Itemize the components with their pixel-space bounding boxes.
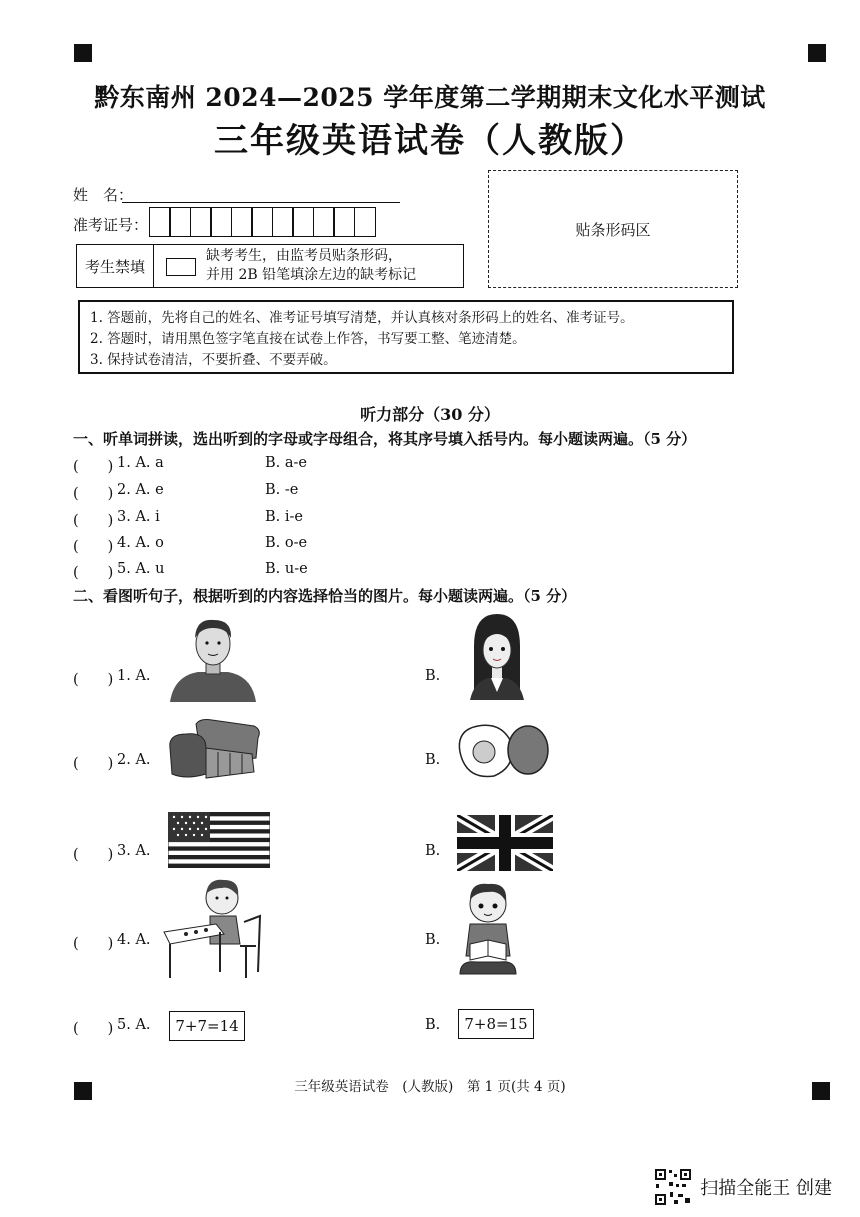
equation-b-box[interactable]: 7+8=15 <box>458 1009 534 1039</box>
boy-reading-picture[interactable] <box>456 880 520 978</box>
instructions-box <box>78 300 734 374</box>
option-b: B. <box>425 752 441 768</box>
id-number-field[interactable] <box>150 207 376 237</box>
option-b: B. a-e <box>265 455 307 471</box>
id-digit-box[interactable] <box>169 207 191 237</box>
option-b: B. <box>425 843 441 859</box>
option-b: B. <box>425 668 441 684</box>
absence-label: 考生禁填 <box>77 245 154 287</box>
bread-picture[interactable] <box>166 718 262 782</box>
instruction-item: 2. 答题时，请用黑色签字笔直接在试卷上作答，书写要工整、笔迹清楚。 <box>90 331 526 347</box>
qr-code-icon <box>654 1168 692 1206</box>
equation-a-box[interactable]: 7+7=14 <box>169 1011 245 1041</box>
absence-mark-box[interactable] <box>166 258 196 276</box>
id-digit-box[interactable] <box>313 207 335 237</box>
name-label: 姓 名： <box>73 186 134 204</box>
usa-flag-picture[interactable] <box>168 812 270 868</box>
absence-box <box>76 244 464 288</box>
option-a: 2. A. <box>117 752 151 768</box>
id-digit-box[interactable] <box>272 207 294 237</box>
answer-paren[interactable]: ( ) <box>73 513 114 529</box>
scanner-watermark <box>654 1168 832 1206</box>
section-title: 听力部分（30 分） <box>360 405 500 424</box>
answer-paren[interactable]: ( ) <box>73 459 114 475</box>
scanner-label: 扫描全能王 创建 <box>700 1178 832 1199</box>
exam-subtitle: 三年级英语试卷（人教版） <box>214 121 646 161</box>
instruction-item: 3. 保持试卷清洁，不要折叠、不要弄破。 <box>90 352 337 368</box>
woman-picture[interactable] <box>466 612 528 700</box>
option-b: B. u-e <box>265 561 308 577</box>
answer-paren[interactable]: ( ) <box>73 672 114 688</box>
option-a: 4. A. <box>117 932 151 948</box>
page-footer: 三年级英语试卷 (人教版) 第 1 页(共 4 页) <box>294 1079 566 1095</box>
id-digit-box[interactable] <box>292 207 314 237</box>
option-a: 3. A. <box>117 843 151 859</box>
option-b: B. <box>425 1017 441 1033</box>
option-a: 4. A. o <box>117 535 164 551</box>
answer-paren[interactable]: ( ) <box>73 847 114 863</box>
option-b: B. i-e <box>265 509 303 525</box>
barcode-area: 贴条形码区 <box>488 170 738 288</box>
answer-paren[interactable]: ( ) <box>73 486 114 502</box>
boy-at-desk-picture[interactable] <box>160 876 268 982</box>
id-digit-box[interactable] <box>149 207 171 237</box>
answer-paren[interactable]: ( ) <box>73 936 114 952</box>
option-b: B. <box>425 932 441 948</box>
id-label: 准考证号： <box>73 216 149 234</box>
absence-text-1: 缺考考生，由监考员贴条形码， <box>206 248 402 264</box>
id-digit-box[interactable] <box>333 207 355 237</box>
part1-heading: 一、听单词拼读，选出听到的字母或字母组合，将其序号填入括号内。每小题读两遍。（5 分） <box>73 430 697 448</box>
id-digit-box[interactable] <box>210 207 232 237</box>
registration-mark <box>808 44 826 62</box>
uk-flag-picture[interactable] <box>457 815 553 871</box>
answer-paren[interactable]: ( ) <box>73 539 114 555</box>
exam-title: 黔东南州 2024—2025 学年度第二学期期末文化水平测试 <box>94 83 766 112</box>
id-digit-box[interactable] <box>231 207 253 237</box>
name-field[interactable] <box>122 202 400 203</box>
option-a: 2. A. e <box>117 482 164 498</box>
part2-heading: 二、看图听句子，根据听到的内容选择恰当的图片。每小题读两遍。（5 分） <box>73 587 577 605</box>
instruction-item: 1. 答题前，先将自己的姓名、准考证号填写清楚，并认真核对条形码上的姓名、准考证号。 <box>90 310 634 326</box>
id-digit-box[interactable] <box>354 207 376 237</box>
answer-paren[interactable]: ( ) <box>73 1021 114 1037</box>
option-a: 1. A. a <box>117 455 164 471</box>
id-digit-box[interactable] <box>190 207 212 237</box>
option-a: 1. A. <box>117 668 151 684</box>
answer-paren[interactable]: ( ) <box>73 756 114 772</box>
registration-mark <box>74 44 92 62</box>
option-a: 3. A. i <box>117 509 160 525</box>
eggs-picture[interactable] <box>456 722 552 780</box>
option-b: B. -e <box>265 482 299 498</box>
id-digit-box[interactable] <box>251 207 273 237</box>
option-b: B. o-e <box>265 535 308 551</box>
option-a: 5. A. u <box>117 561 165 577</box>
option-a: 5. A. <box>117 1017 151 1033</box>
absence-text-2: 并用 2B 铅笔填涂左边的缺考标记 <box>206 267 417 283</box>
answer-paren[interactable]: ( ) <box>73 565 114 581</box>
man-picture[interactable] <box>168 614 258 702</box>
